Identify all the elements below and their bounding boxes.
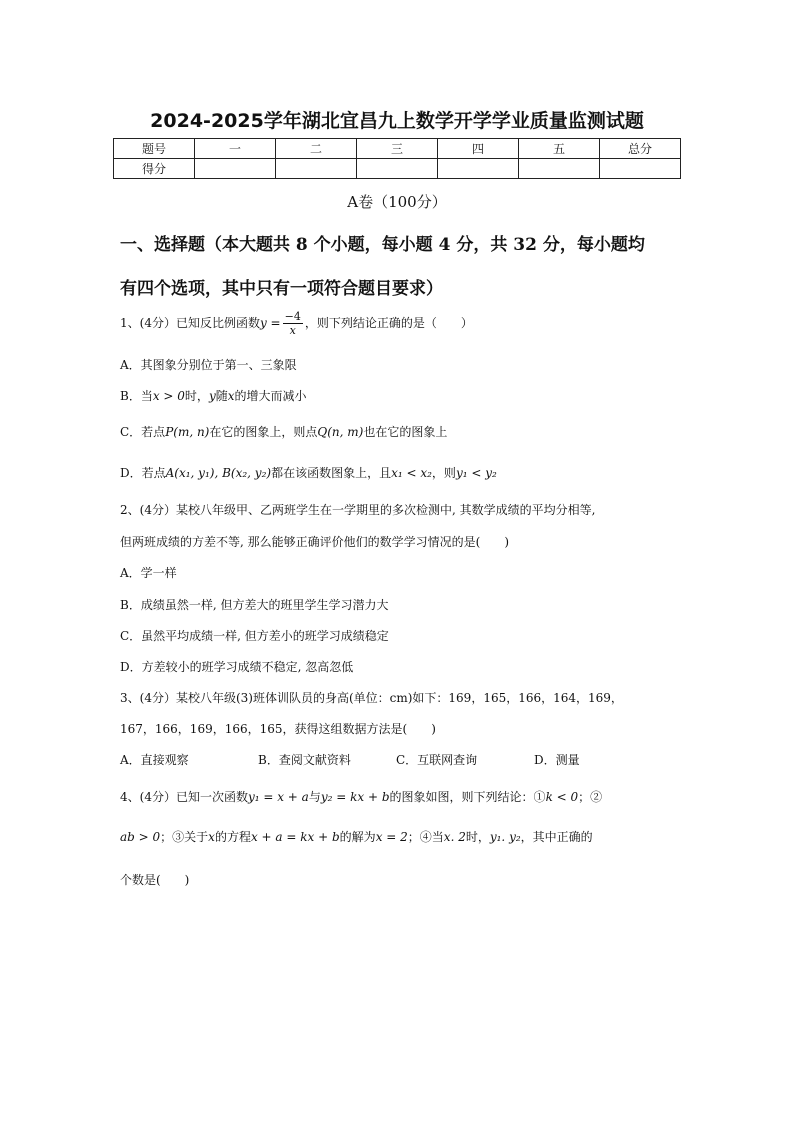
q4-text: 的解为 xyxy=(339,830,376,844)
q4-func-2: y₂ = kx + b xyxy=(320,790,390,804)
q1-fraction xyxy=(283,310,303,337)
q1-option-b xyxy=(120,387,307,404)
score-table-header-row xyxy=(114,139,681,159)
q4-text: ；④当 xyxy=(407,830,444,844)
q1-fraction-numerator: −4 xyxy=(284,310,301,323)
score-header-cell: 一 xyxy=(195,139,276,159)
q1-b-text: 随 xyxy=(215,389,228,403)
score-header-cell: 二 xyxy=(276,139,357,159)
q2-option-d: D．方差较小的班学习成绩不稳定, 忽高忽低 xyxy=(120,660,354,674)
score-header-cell: 三 xyxy=(357,139,438,159)
q1-option-c xyxy=(120,423,447,440)
q1-option-a: A．其图象分别位于第一、三象限 xyxy=(120,358,297,372)
q1-c-text: 在它的图象上，则点 xyxy=(209,425,318,439)
q4-text: ；③关于 xyxy=(160,830,209,844)
q4-text: 与 xyxy=(308,790,321,804)
score-cell xyxy=(195,159,276,179)
q1-d-condition: x₁ < x₂ xyxy=(391,466,432,480)
q4-conclusion-2: ab > 0 xyxy=(120,830,161,844)
q4-text: ；② xyxy=(578,790,603,804)
q1-b-x: x xyxy=(227,389,235,403)
q4-conclusion-1: k < 0 xyxy=(545,790,579,804)
section-a-title: A卷（100分） xyxy=(347,193,447,211)
score-cell xyxy=(438,159,519,179)
q1-d-text: D．若点 xyxy=(120,466,166,480)
question-4-line2 xyxy=(120,828,593,845)
q4-condition: x. 2 xyxy=(443,830,466,844)
q1-c-point-q: Q(n, m) xyxy=(317,425,364,439)
part1-heading-line1: 一、选择题（本大题共 8 个小题，每小题 4 分，共 32 分，每小题均 xyxy=(120,235,645,255)
score-cell xyxy=(357,159,438,179)
q3-option-d: D．测量 xyxy=(534,753,580,767)
q1-c-text: C．若点 xyxy=(120,425,166,439)
q4-var-x: x xyxy=(208,830,215,844)
q1-stem-text: 1、(4分）已知反比例函数 xyxy=(120,316,260,330)
question-3-stem-line1: 3、(4分）某校八年级(3)班体训队员的身高(单位：cm)如下：169，165，166，164，169， xyxy=(120,691,623,705)
q1-stem-tail: ，则下列结论正确的是（ ） xyxy=(304,316,473,330)
q1-d-text: 都在该函数图象上，且 xyxy=(271,466,392,480)
score-header-cell: 总分 xyxy=(600,139,681,159)
q2-option-a: A．学一样 xyxy=(120,566,177,580)
question-3-stem-line2: 167，166，169，166，165，获得这组数据方法是( ) xyxy=(120,722,436,736)
score-table xyxy=(113,138,681,179)
q4-text: 4、(4分）已知一次函数 xyxy=(120,790,248,804)
q1-option-d xyxy=(120,464,497,481)
q4-text: 的方程 xyxy=(214,830,251,844)
question-4-line3: 个数是( ) xyxy=(120,873,190,887)
part1-heading-line2: 有四个选项，其中只有一项符合题目要求） xyxy=(120,279,443,299)
q4-text: 的图象如图，则下列结论：① xyxy=(389,790,546,804)
q4-equation: x + a = kx + b xyxy=(250,830,340,844)
question-2-stem-line2: 但两班成绩的方差不等, 那么能够正确评价他们的数学学习情况的是( ) xyxy=(120,535,509,549)
q1-d-text: ，则 xyxy=(431,466,456,480)
score-cell xyxy=(519,159,600,179)
question-4-line1 xyxy=(120,788,602,805)
q4-comparison: y₁. y₂ xyxy=(489,830,521,844)
q3-option-a: A．直接观察 xyxy=(120,753,189,767)
question-1-stem xyxy=(120,310,473,337)
q1-b-text: B．当 xyxy=(120,389,153,403)
page-title: 2024-2025学年湖北宜昌九上数学开学学业质量监测试题 xyxy=(150,110,644,132)
q1-func-lhs: y = xyxy=(259,316,281,330)
q2-option-c: C．虽然平均成绩一样, 但方差小的班学习成绩稳定 xyxy=(120,629,389,643)
q4-solution: x = 2 xyxy=(375,830,408,844)
score-table-row xyxy=(114,159,681,179)
q4-func-1: y₁ = x + a xyxy=(247,790,309,804)
score-cell xyxy=(600,159,681,179)
score-cell xyxy=(276,159,357,179)
score-row-label: 得分 xyxy=(114,159,195,179)
q3-option-b: B．查阅文献资料 xyxy=(258,753,351,767)
q4-text: 时， xyxy=(465,830,490,844)
q1-c-text: 也在它的图象上 xyxy=(363,425,448,439)
q1-c-point-p: P(m, n) xyxy=(165,425,210,439)
q1-b-y: y xyxy=(208,389,216,403)
score-header-cell: 四 xyxy=(438,139,519,159)
q1-d-result: y₁ < y₂ xyxy=(455,466,497,480)
q1-b-text: 时， xyxy=(184,389,209,403)
q4-text: ，其中正确的 xyxy=(520,830,593,844)
q1-b-math: x > 0 xyxy=(152,389,185,403)
q1-fraction-denominator: x xyxy=(289,324,296,337)
score-header-cell: 题号 xyxy=(114,139,195,159)
question-2-stem-line1: 2、(4分）某校八年级甲、乙两班学生在一学期里的多次检测中, 其数学成绩的平均分相等, xyxy=(120,503,596,517)
q2-option-b: B．成绩虽然一样, 但方差大的班里学生学习潜力大 xyxy=(120,598,389,612)
q3-option-c: C．互联网查询 xyxy=(396,753,478,767)
score-header-cell: 五 xyxy=(519,139,600,159)
q1-d-points: A(x₁, y₁), B(x₂, y₂) xyxy=(165,466,272,480)
q1-b-text: 的增大而减小 xyxy=(234,389,307,403)
